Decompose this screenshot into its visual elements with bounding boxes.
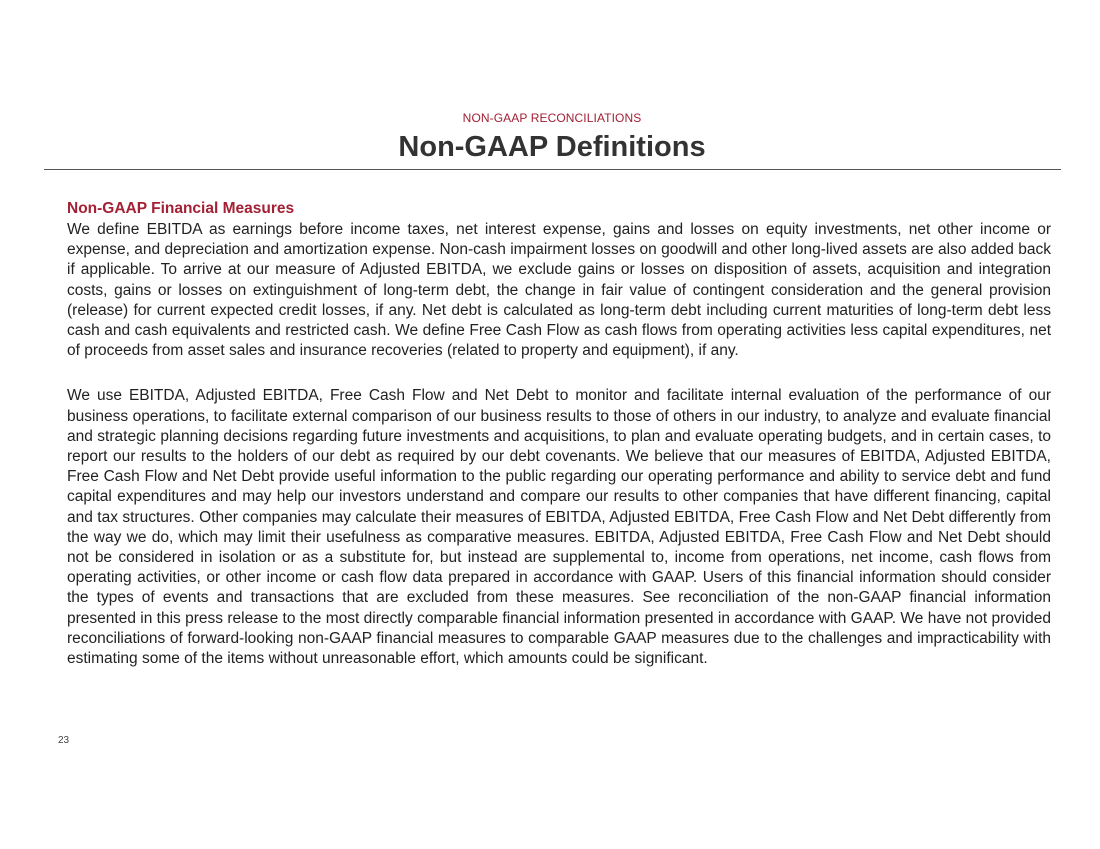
section-heading: Non-GAAP Financial Measures xyxy=(67,200,295,217)
definition-paragraph: We define EBITDA as earnings before income taxes, net interest expense, gains and losses on equity investments, net other income or expense, and depreciation and amortization expense. Non-cash impairment losses on goodwill and other long-lived assets are also added back if applicable. To arrive at our measure of Adjusted EBITDA, we exclude gains or losses on disposition of assets, acquisition and integration costs, gains or losses on extinguishment of long-term debt, the change in fair value of contingent consideration and the general provision (release) for current expected credit losses, if any. Net debt is calculated as long-term debt including current maturities of long-term debt less cash and cash equivalents and restricted cash. We define Free Cash Flow as cash flows from operating activities less capital expenditures, net of proceeds from asset sales and insurance recoveries (related to property and equipment), if any. xyxy=(67,221,1051,360)
section-eyebrow: NON-GAAP RECONCILIATIONS xyxy=(462,111,642,125)
definitions-content xyxy=(67,199,1051,669)
usage-paragraph: We use EBITDA, Adjusted EBITDA, Free Cash Flow and Net Debt to monitor and facilitate internal evaluation of the performance of our business operations, to facilitate external comparison of our business results to those of others in our industry, to analyze and evaluate financial and strategic planning decisions regarding future investments and acquisitions, to plan and evaluate operating budgets, and in certain cases, to report our results to the holders of our debt as required by our debt covenants. We believe that our measures of EBITDA, Adjusted EBITDA, Free Cash Flow and Net Debt provide useful information to the public regarding our operating performance and ability to service debt and fund capital expenditures and may help our investors understand and compare our results to other companies that have different financing, capital and tax structures. Other companies may calculate their measures of EBITDA, Adjusted EBITDA, Free Cash Flow and Net Debt differently from the way we do, which may limit their usefulness as comparative measures. EBITDA, Adjusted EBITDA, Free Cash Flow and Net Debt should not be considered in isolation or as a substitute for, but instead are supplemental to, income from operations, net income, cash flows from operating activities, or other income or cash flow data prepared in accordance with GAAP. Users of this financial information should consider the types of events and transactions that are excluded from these measures. See reconciliation of the non-GAAP financial information presented in this press release to the most directly comparable financial information presented in accordance with GAAP. We have not provided reconciliations of forward-looking non-GAAP financial measures to comparable GAAP measures due to the challenges and impracticability with estimating some of the items without unreasonable effort, which amounts could be significant. xyxy=(67,387,1051,668)
page-number: 23 xyxy=(58,735,70,746)
page-title: Non-GAAP Definitions xyxy=(398,131,706,163)
title-divider xyxy=(44,169,1061,170)
